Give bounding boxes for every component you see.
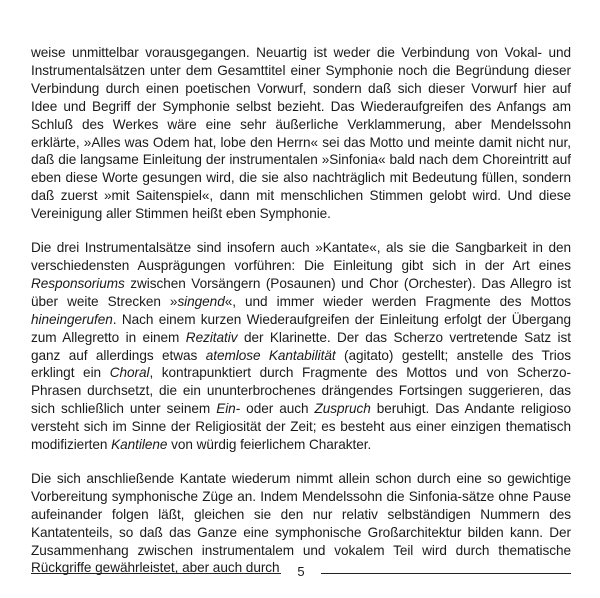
paragraph [31, 470, 571, 577]
text-run: weise unmittelbar vorausgegangen. Neuartig ist weder die Verbindung von Vokal- und Instrumentalsätzen unter dem Gesamttitel einer Symphonie noch die Begründung dieser Verbindung durch einen poetischen Vorwurf, sondern daß sich dieser Vorwurf hier auf Idee und Begriff der Symphonie selbst bezieht. Das Wiederaufgreifen des Anfangs am Schluß des Werkes wäre eine sehr äußerliche Verklammerung, aber Mendelssohn erklärte, »Alles was Odem hat, lobe den Herrn« sei das Motto und meinte damit nicht nur, daß die langsame Einleitung der instrumentalen »Sinfonia« bald nach dem Choreintritt auf eben diese Worte gesungen wird, die sie also nachträglich mit Bedeutung füllen, sondern daß zuerst »mit Saitenspiel«, dann mit menschlichen Stimmen gelobt wird. Und diese Vereinigung aller Stimmen heißt eben Symphonie. [31, 45, 571, 222]
emphasis-text: atemlose Kantabilität [205, 347, 336, 363]
paragraph [31, 44, 571, 223]
emphasis-text: Rezitativ [185, 329, 238, 345]
emphasis-text: Kantilene [111, 437, 168, 453]
page-body [31, 44, 571, 593]
text-run: Die drei Instrumentalsätze sind insofern auch »Kantate«, als sie die Sangbarkeit in den verschiedensten Ausprägungen vorführen: Die Einleitung gibt sich in der Art eines [31, 240, 571, 273]
emphasis-text: singend [177, 293, 225, 309]
text-run: oder auch [240, 401, 315, 417]
paragraph [31, 239, 571, 454]
page-number: 5 [297, 564, 305, 579]
emphasis-text: Ein- [216, 401, 241, 417]
emphasis-text: hineingerufen [31, 311, 113, 327]
text-run: . Nach einem kurzen Wiederaufgreifen der Einleitung erfolgt der Übergang zum Allegretto in einem [31, 311, 571, 345]
text-run: (agitato) gestellt; anstelle des Trios erklingt ein [31, 347, 571, 381]
text-run: , kontrapunktiert durch Fragmente des Mottos und von Scherzo-Phrasen durchsetzt, die ein ununterbrochenes drängendes Fortsingen suggerieren, das sich schließlich unter seinem [31, 365, 571, 417]
text-run: der Klarinette. Der das Scherzo vertretende Satz ist ganz auf allerdings etwas [31, 329, 571, 363]
footer-rule-right [321, 573, 571, 574]
page-footer [31, 566, 571, 580]
text-run: von würdig feierlichem Charakter. [167, 437, 372, 453]
text-run: Die sich anschließende Kantate wiederum nimmt allein schon durch eine so gewichtige Vorbereitung symphonische Züge an. Indem Mendelssohn die Sinfonia-sätze ohne Pause aufeinander folgen läßt, gleichen sie den nur relativ selbständigen Nummern des Kantatenteils, so daß das Ganze eine symphonische Großarchitektur bilden kann. Der Zusammenhang zwischen instrumentalem und vokalem Teil wird durch thematische Rückgriffe gewährleistet, aber auch durch [31, 470, 571, 576]
emphasis-text: Zuspruch [314, 401, 371, 417]
emphasis-text: Choral [109, 365, 150, 381]
text-run: beruhigt. Das Andante religioso versteht sich im Sinne der Religiosität der Zeit; es besteht aus einer einzigen thematisch modifizierten [31, 401, 572, 453]
text-run: zwischen Vorsängern (Posaunen) und Chor (Orchester). Das Allegro ist über weite Strecken » [31, 275, 571, 309]
text-run: «, und immer wieder werden Fragmente des Mottos [224, 293, 571, 309]
emphasis-text: Responsoriums [31, 275, 125, 291]
